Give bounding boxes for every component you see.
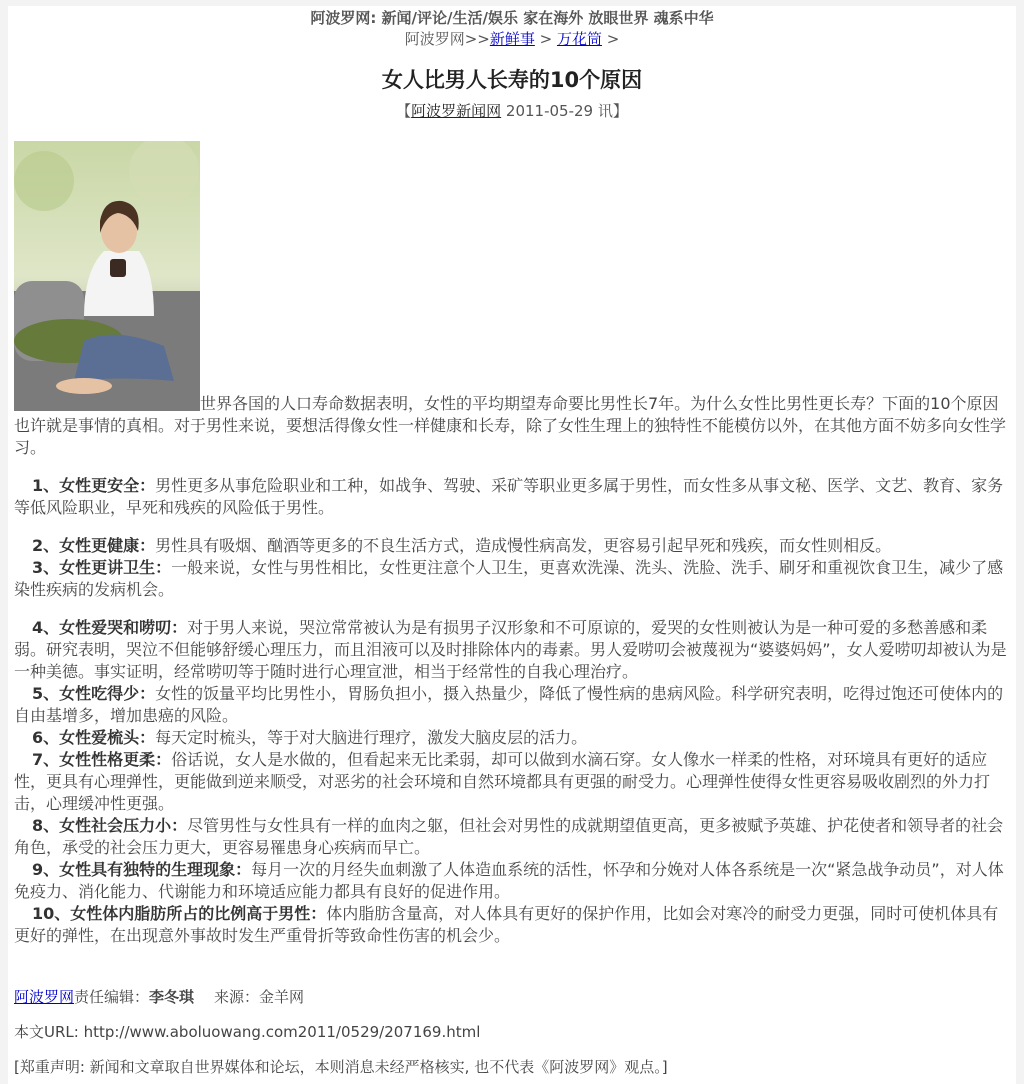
reason-5: 5、女性吃得少：女性的饭量平均比男性小，胃肠负担小，摄入热量少，降低了慢性病的患病风险。科学研究表明，吃得过饱还可使体内的自由基增多，增加患癌的风险。 [14, 684, 1004, 725]
reason-1: 1、女性更安全：男性更多从事危险职业和工种，如战争、驾驶、采矿等职业更多属于男性，而女性多从事文秘、医学、文艺、教育、家务等低风险职业，早死和残疾的风险低于男性。 [14, 476, 1004, 517]
editor-name: 李冬琪 [149, 988, 195, 1006]
reason-10: 10、女性体内脂肪所占的比例高于男性：体内脂肪含量高，对人体具有更好的保护作用，比如会对寒冷的耐受力更强，同时可使机体具有更好的弹性，在出现意外事故时发生严重骨折等致命性伤害的机会少。 [14, 904, 999, 945]
reason-2: 2、女性更健康：男性具有吸烟、酗酒等更多的不良生活方式，造成慢性病高发，更容易引起早死和残疾，而女性则相反。 [32, 536, 892, 555]
page [8, 6, 1016, 1084]
article-body [14, 141, 1010, 947]
article-source: 来源：金羊网 [214, 988, 305, 1006]
disclaimer: [郑重声明: 新闻和文章取自世界媒体和论坛，本则消息未经严格核实, 也不代表《阿波罗网》观点。] [14, 1058, 668, 1076]
article-photo [14, 141, 200, 411]
reason-9: 9、女性具有独特的生理现象：每月一次的月经失血刺激了人体造血系统的活性，怀孕和分娩对人体各系统是一次“紧急战争动员”，对人体免疫力、消化能力、代谢能力和环境适应能力都具有良好的促进作用。 [14, 860, 1004, 901]
editor-line: 阿波罗网责任编辑：李冬琪 来源：金羊网 [14, 988, 305, 1006]
source-link[interactable]: 阿波罗新闻网 [411, 102, 502, 120]
article-url: 本文URL: http://www.aboluowang.com2011/0529/207169.html [14, 1023, 481, 1041]
reason-8: 8、女性社会压力小：尽管男性与女性具有一样的血肉之躯，但社会对男性的成就期望值更高，更多被赋予英雄、护花使者和领导者的社会角色，承受的社会压力更大，更容易罹患身心疾病而早亡。 [14, 816, 1004, 857]
breadcrumb-link-news[interactable]: 新鲜事 [489, 30, 535, 48]
reason-3: 3、女性更讲卫生：一般来说，女性与男性相比，女性更注意个人卫生，更喜欢洗澡、洗头、洗脸、洗手、刷牙和重视饮食卫生，减少了感染性疾病的发病机会。 [14, 558, 1004, 599]
breadcrumb-link-kaleidoscope[interactable]: 万花筒 [556, 30, 602, 48]
breadcrumb: 阿波罗网>>新鲜事 > 万花筒 > [404, 30, 620, 48]
reason-4: 4、女性爱哭和唠叨：对于男人来说，哭泣常常被认为是有损男子汉形象和不可原谅的，爱哭的女性则被认为是一种可爱的多愁善感和柔弱。研究表明，哭泣不但能够舒缓心理压力，而且泪液可以及时排除体内的毒素。男人爱唠叨会被蔑视为“婆婆妈妈”，女人爱唠叨却被认为是一种美德。事实证明，经常唠叨等于随时进行心理宣泄，相当于经常性的自我心理治疗。 [14, 618, 1007, 681]
breadcrumb-home: 阿波罗网>> [404, 30, 490, 48]
article-title: 女人比男人长寿的10个原因 [381, 68, 643, 92]
footer-site-link[interactable]: 阿波罗网 [14, 988, 75, 1006]
woman-photo-image [14, 141, 200, 411]
intro-paragraph: 世界各国的人口寿命数据表明，女性的平均期望寿命要比男性长7年。为什么女性比男性更长寿？下面的10个原因也许就是事情的真相。对于男性来说，要想活得像女性一样健康和长寿，除了女性生理上的独特性不能模仿以外，在其他方面不妨多向女性学习。 [14, 394, 1007, 457]
reason-6: 6、女性爱梳头：每天定时梳头，等于对大脑进行理疗，激发大脑皮层的活力。 [32, 728, 588, 747]
site-slogan: 阿波罗网: 新闻/评论/生活/娱乐 家在海外 放眼世界 魂系中华 [310, 9, 714, 27]
article-date: 2011-05-29 讯】 [501, 102, 628, 120]
reason-7: 7、女性性格更柔：俗话说，女人是水做的，但看起来无比柔弱，却可以做到水滴石穿。女人像水一样柔的性格，对环境具有更好的适应性，更具有心理弹性，更能做到逆来顺受，对恶劣的社会环境和自然环境都具有更强的耐受力。心理弹性使得女性更容易吸收剧烈的外力打击，心理缓冲性更强。 [14, 750, 991, 813]
article-dateline: 【阿波罗新闻网 2011-05-29 讯】 [396, 102, 628, 120]
